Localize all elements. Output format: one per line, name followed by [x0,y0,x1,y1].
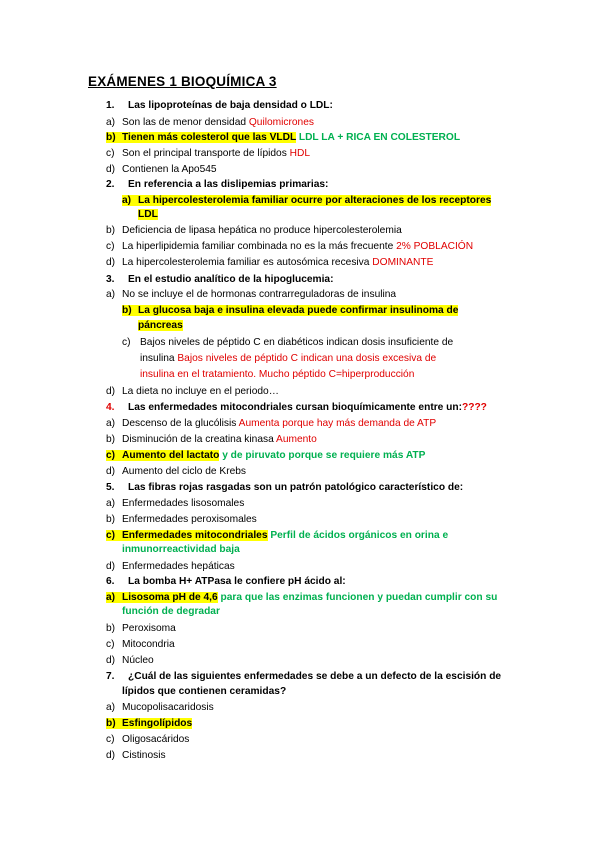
question-text: La bomba H+ ATPasa le confiere pH ácido al: [128,576,346,587]
q5-option-c [106,529,448,543]
question-text: Las lipoproteínas de baja densidad o LDL: [128,100,333,111]
question-2 [106,178,328,192]
annotation: Aumenta porque hay más demanda de ATP [238,418,437,429]
question-5 [106,481,463,495]
question-marks: ???? [462,402,487,413]
question-3 [106,273,334,287]
q3-option-c-cont2 [140,368,414,382]
q7-option-c: c) Oligosacáridos [106,734,190,745]
document-title: EXÁMENES 1 BIOQUÍMICA 3 [88,74,277,89]
annotation: Aumento [276,434,317,445]
q2-option-a [122,194,491,208]
annotation: 2% POBLACIÓN [396,241,474,252]
annotation: Quilomicrones [248,117,314,128]
q4-option-d: d) Aumento del ciclo de Krebs [106,466,247,477]
q7-option-a: a) Mucopolisacaridosis [106,702,214,713]
annotation: Perfil de ácidos orgánicos en orina e [267,530,449,541]
correct-answer-highlight: b) Esfingolípidos [106,718,193,729]
q6-option-c: c) Mitocondria [106,639,175,650]
q1-option-a: a) Son las de menor densidad Quilomicrones [106,117,314,128]
q1-option-b [106,131,460,145]
question-number: 5. [106,482,115,493]
q3-option-b-cont: páncreas [138,320,183,331]
question-1 [106,99,333,113]
question-text: ¿Cuál de las siguientes enfermedades se debe a un defecto de la escisión de [128,671,502,682]
q4-option-c [106,449,425,463]
question-number: 4. [106,402,115,413]
q6-option-b: b) Peroxisoma [106,623,176,634]
q2-option-a-cont: LDL [138,209,158,220]
question-7 [106,670,501,684]
question-6 [106,575,346,589]
question-4 [106,401,487,415]
annotation: Bajos niveles de péptido C indican una dosis excesiva de [177,353,437,364]
q6-option-d: d) Núcleo [106,655,154,666]
correct-answer-highlight: c) Aumento del lactato [106,450,220,461]
q6-option-a [106,591,497,605]
question-text: En referencia a las dislipemias primarias: [128,179,329,190]
question-number: 6. [106,576,115,587]
correct-answer-highlight: a) La hipercolesterolemia familiar ocurre por alteraciones de los receptores [122,195,492,206]
q1-option-c: c) Son el principal transporte de lípidos HDL [106,148,311,159]
q7-option-b [106,717,192,731]
q1-option-d: d) Contienen la Apo545 [106,164,217,175]
correct-answer-highlight: b) La glucosa baja e insulina elevada puede confirmar insulinoma de [122,305,459,316]
question-7-cont: lípidos que contienen ceramidas? [122,686,287,697]
q3-option-d: d) La dieta no incluye en el periodo… [106,386,279,397]
question-number: 1. [106,100,115,111]
q5-option-c-cont [122,543,240,557]
question-number: 7. [106,671,115,682]
q3-option-b [122,304,458,318]
correct-answer-highlight: b) Tienen más colesterol que las VLDL [106,132,297,143]
annotation: insulina en el tratamiento. Mucho péptido C=hiperproducción [140,369,415,380]
q3-option-c: c) Bajos niveles de péptido C en diabéticos indican dosis insuficiente de [122,337,454,348]
annotation: DOMINANTE [372,257,434,268]
question-number: 3. [106,274,115,285]
q3-option-a: a) No se incluye el de hormonas contrarreguladoras de insulina [106,289,397,300]
q7-option-d: d) Cistinosis [106,750,166,761]
q2-option-d: d) La hipercolesterolemia familiar es autosómica recesiva DOMINANTE [106,257,434,268]
q5-option-d: d) Enfermedades hepáticas [106,561,235,572]
annotation: LDL LA + RICA EN COLESTEROL [296,132,461,143]
question-number: 2. [106,179,115,190]
annotation: HDL [289,148,311,159]
question-text: En el estudio analítico de la hipoglucemia: [128,274,334,285]
correct-answer-highlight: c) Enfermedades mitocondriales [106,530,268,541]
q5-option-b: b) Enfermedades peroxisomales [106,514,257,525]
q4-option-a: a) Descenso de la glucólisis Aumenta porque hay más demanda de ATP [106,418,437,429]
q4-option-b: b) Disminución de la creatina kinasa Aumento [106,434,317,445]
q5-option-a: a) Enfermedades lisosomales [106,498,245,509]
correct-answer-highlight: a) Lisosoma pH de 4,6 [106,592,218,603]
question-text: Las enfermedades mitocondriales cursan bioquímicamente entre un: [128,402,463,413]
annotation: función de degradar [122,606,220,617]
annotation: inmunorreactividad baja [122,544,240,555]
question-text: Las fibras rojas rasgadas son un patrón patológico característico de: [128,482,464,493]
annotation: para que las enzimas funcionen y puedan cumplir con su [217,592,498,603]
q3-option-c-cont: insulina Bajos niveles de péptido C indican una dosis excesiva de [140,353,437,364]
q2-option-b: b) Deficiencia de lipasa hepática no produce hipercolesterolemia [106,225,402,236]
q2-option-c: c) La hiperlipidemia familiar combinada no es la más frecuente 2% POBLACIÓN [106,241,474,252]
annotation: y de piruvato porque se requiere más ATP [219,450,426,461]
q6-option-a-cont [122,605,220,619]
